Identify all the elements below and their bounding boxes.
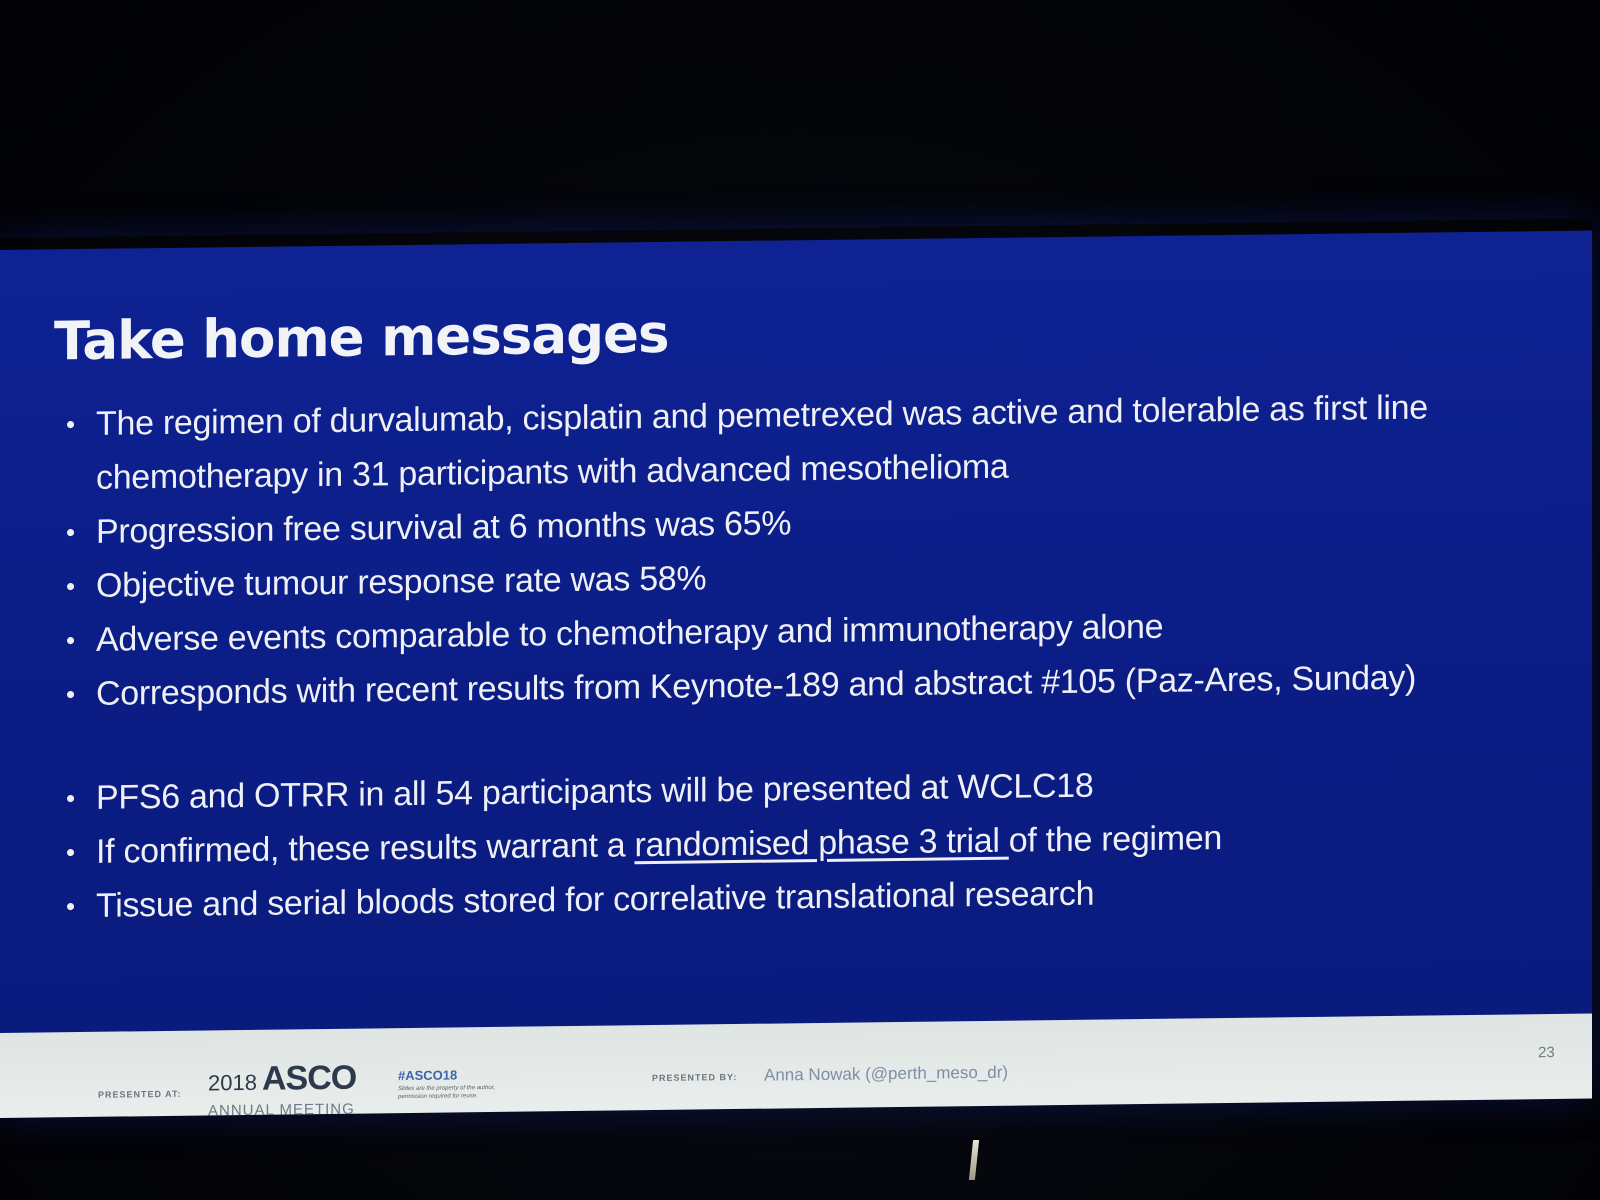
meeting-year: 2018 xyxy=(208,1069,257,1096)
bullet-dot: • xyxy=(66,837,75,868)
bullet-dot: • xyxy=(66,517,75,548)
annual-meeting-label: ANNUAL MEETING xyxy=(208,1100,355,1120)
bullet-item xyxy=(66,379,1546,505)
bullet-text: Corresponds with recent results from Keynote-189 and abstract #105 (Paz-Ares, Sunday) xyxy=(96,658,1417,713)
asco-logo: ASCO xyxy=(262,1058,357,1098)
bullet-dot: • xyxy=(66,891,75,922)
bullet-dot: • xyxy=(66,625,75,656)
bullet-text-underlined: randomised phase 3 trial xyxy=(634,821,1009,865)
podium-light xyxy=(969,1140,979,1180)
presenter-name: Anna Nowak (@perth_meso_dr) xyxy=(764,1062,1009,1085)
slide xyxy=(0,231,1592,1045)
bullet-dot: • xyxy=(66,571,75,602)
projector-screen xyxy=(0,219,1592,1118)
bullet-text: Adverse events comparable to chemotherapy and immunotherapy alone xyxy=(96,607,1164,659)
slide-title: Take home messages xyxy=(54,303,669,373)
bullet-text: Objective tumour response rate was 58% xyxy=(96,559,707,605)
copyright-note: Slides are the property of the author, xyxy=(398,1084,496,1093)
bullet-list xyxy=(66,379,1546,933)
copyright-note: permission required for reuse. xyxy=(398,1093,478,1101)
slide-page-number: 23 xyxy=(1538,1044,1555,1062)
bullet-dot: • xyxy=(66,409,75,440)
bullet-text-end: of the regimen xyxy=(1008,819,1222,860)
bullet-text: Tissue and serial bloods stored for correlative translational research xyxy=(96,874,1095,925)
slide-footer xyxy=(0,1014,1592,1118)
bullet-dot: • xyxy=(66,783,75,814)
bullet-text: Progression free survival at 6 months was 65% xyxy=(96,504,792,551)
bullet-dot: • xyxy=(66,679,75,710)
presented-at-label: PRESENTED AT: xyxy=(98,1088,182,1100)
hashtag: #ASCO18 xyxy=(398,1067,458,1084)
bullet-text: PFS6 and OTRR in all 54 participants will be presented at WCLC18 xyxy=(96,766,1094,817)
bullet-text: The regimen of durvalumab, cisplatin and pemetrexed was active and tolerable as first line chemotherapy in 31 participants with advanced mesothelioma xyxy=(96,388,1428,497)
bullet-text-start: If confirmed, these results warrant a xyxy=(96,826,635,871)
presented-by-label: PRESENTED BY: xyxy=(652,1071,738,1084)
